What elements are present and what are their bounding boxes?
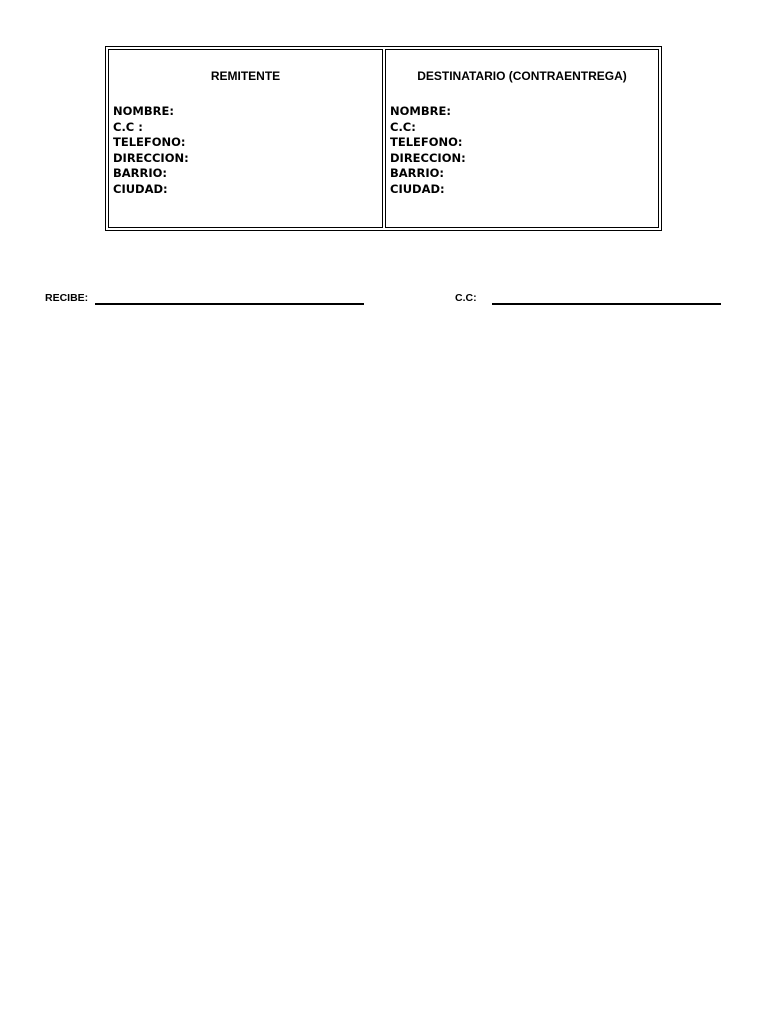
recibe-signature-line [95, 303, 364, 305]
sender-cell [108, 49, 383, 228]
sender-address-label: DIRECCION: [113, 150, 189, 165]
sender-id-label: C.C : [113, 119, 143, 134]
recipient-title: DESTINATARIO (CONTRAENTREGA) [417, 69, 627, 83]
cc-label: C.C: [455, 292, 477, 304]
sender-title: REMITENTE [210, 69, 281, 83]
recipient-cell [385, 49, 659, 228]
cc-signature-line [492, 303, 721, 305]
sender-phone-label: TELEFONO: [113, 135, 186, 149]
recibe-label: RECIBE: [45, 292, 89, 304]
sender-fields [113, 104, 189, 197]
recipient-city-label: CIUDAD: [390, 181, 445, 196]
sender-neighborhood-label: BARRIO: [113, 166, 168, 180]
sender-city-label: CIUDAD: [113, 181, 168, 196]
recipient-neighborhood-label: BARRIO: [390, 166, 445, 180]
recipient-name-label: NOMBRE: [390, 104, 451, 118]
recipient-fields [390, 104, 466, 197]
sender-name-label: NOMBRE: [113, 104, 174, 118]
recipient-id-label: C.C: [390, 119, 416, 134]
recipient-address-label: DIRECCION: [390, 150, 466, 165]
recipient-phone-label: TELEFONO: [390, 135, 463, 149]
